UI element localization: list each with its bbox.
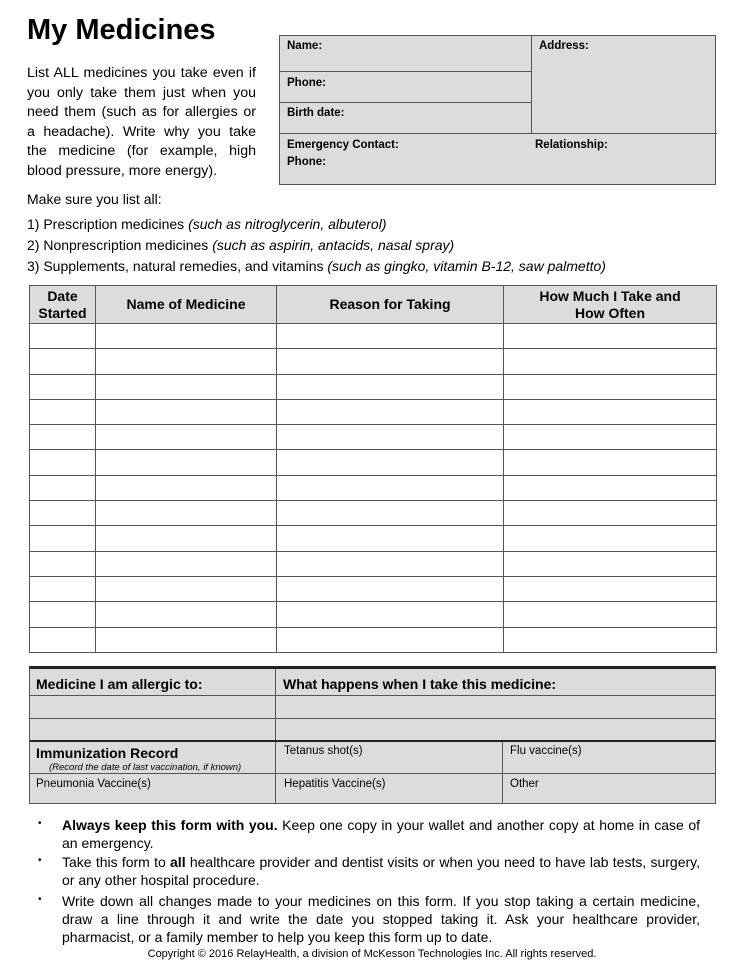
category-item: 2) Nonprescription medicines (such as aspirin, antacids, nasal spray) [27, 237, 455, 253]
table-row [30, 399, 717, 424]
table-row [30, 450, 717, 475]
table-row [30, 425, 717, 450]
table-cell[interactable] [277, 551, 504, 576]
table-cell[interactable] [504, 576, 717, 601]
table-cell[interactable] [504, 475, 717, 500]
phone-label: Phone: [287, 77, 326, 89]
table-cell[interactable] [30, 425, 96, 450]
emergency-phone-label: Phone: [287, 156, 326, 168]
table-cell[interactable] [504, 425, 717, 450]
name-label: Name: [287, 40, 323, 52]
relationship-label: Relationship: [535, 139, 608, 151]
header-date-started: Date Started [30, 286, 96, 324]
make-sure-text: Make sure you list all: [27, 191, 162, 207]
table-row [30, 501, 717, 526]
table-cell[interactable] [277, 526, 504, 551]
table-cell[interactable] [30, 551, 96, 576]
bullet-icon: • [38, 855, 42, 866]
table-row [30, 627, 717, 652]
table-cell[interactable] [504, 551, 717, 576]
table-header-row [30, 286, 717, 324]
table-cell[interactable] [277, 399, 504, 424]
table-cell[interactable] [30, 526, 96, 551]
bullet-icon: • [38, 818, 42, 829]
header-how-much: How Much I Take and How Often [504, 286, 717, 324]
bullet-icon: • [38, 894, 42, 905]
immunization-title: Immunization Record [36, 745, 179, 761]
table-row [30, 576, 717, 601]
table-cell[interactable] [96, 349, 277, 374]
table-cell[interactable] [96, 551, 277, 576]
table-cell[interactable] [504, 526, 717, 551]
table-cell[interactable] [277, 324, 504, 349]
table-row [30, 349, 717, 374]
table-cell[interactable] [277, 349, 504, 374]
table-cell[interactable] [277, 450, 504, 475]
allergy-reaction-header: What happens when I take this medicine: [283, 676, 557, 692]
bullet-text: Always keep this form with you. Keep one copy in your wallet and another copy at home in case of an emergency. [62, 817, 700, 851]
table-cell[interactable] [504, 602, 717, 627]
table-cell[interactable] [277, 425, 504, 450]
address-label: Address: [539, 40, 589, 52]
table-row [30, 526, 717, 551]
table-row [30, 475, 717, 500]
immunization-note: (Record the date of last vaccination, if known) [49, 762, 242, 773]
table-cell[interactable] [30, 374, 96, 399]
table-cell[interactable] [96, 526, 277, 551]
table-cell[interactable] [30, 602, 96, 627]
pneumonia-label: Pneumonia Vaccine(s) [36, 778, 151, 790]
table-cell[interactable] [30, 324, 96, 349]
table-cell[interactable] [504, 349, 717, 374]
table-cell[interactable] [30, 576, 96, 601]
table-cell[interactable] [504, 450, 717, 475]
table-cell[interactable] [30, 475, 96, 500]
table-cell[interactable] [504, 399, 717, 424]
table-row [30, 324, 717, 349]
table-cell[interactable] [277, 501, 504, 526]
table-row [30, 551, 717, 576]
table-row [30, 602, 717, 627]
bullet-text: Take this form to all healthcare provider and dentist visits or when you need to have lab tests, surgery, or any other hospital procedure. [62, 854, 701, 888]
header-name-of-medicine: Name of Medicine [96, 286, 277, 324]
table-cell[interactable] [277, 576, 504, 601]
table-cell[interactable] [504, 627, 717, 652]
copyright-text: Copyright © 2016 RelayHealth, a division of McKesson Technologies Inc. All rights reserved. [147, 948, 597, 960]
table-cell[interactable] [277, 374, 504, 399]
table-cell[interactable] [504, 374, 717, 399]
table-cell[interactable] [96, 475, 277, 500]
table-cell[interactable] [30, 349, 96, 374]
table-cell[interactable] [30, 450, 96, 475]
table-cell[interactable] [30, 627, 96, 652]
table-cell[interactable] [96, 627, 277, 652]
table-cell[interactable] [30, 501, 96, 526]
bullet-text: Write down all changes made to your medicines on this form. If you stop taking a certain medicine, draw a line through it and write the date you stopped taking it. Ask your healthcare provider, pharmacist, or a family member to help you keep this form up to date. [62, 893, 700, 945]
birth-date-label: Birth date: [287, 107, 345, 119]
table-cell[interactable] [96, 425, 277, 450]
table-cell[interactable] [96, 450, 277, 475]
table-row [30, 374, 717, 399]
table-cell[interactable] [504, 324, 717, 349]
category-item: 3) Supplements, natural remedies, and vitamins (such as gingko, vitamin B-12, saw palmetto) [27, 258, 606, 274]
allergy-immunization-box [29, 666, 716, 804]
emergency-contact-label: Emergency Contact: [287, 139, 399, 151]
table-cell[interactable] [30, 399, 96, 424]
tetanus-label: Tetanus shot(s) [284, 745, 363, 757]
table-cell[interactable] [277, 475, 504, 500]
table-cell[interactable] [96, 576, 277, 601]
table-cell[interactable] [96, 374, 277, 399]
category-item: 1) Prescription medicines (such as nitroglycerin, albuterol) [27, 216, 387, 232]
medicines-table [29, 285, 717, 653]
page-title: My Medicines [27, 14, 216, 46]
allergy-medicine-header: Medicine I am allergic to: [36, 676, 203, 692]
intro-text: List ALL medicines you take even if you only take them just when you need them (such as for allergies or a headache). Write why you take the medicine (for example, high blood pressure, more energy). [27, 65, 256, 179]
table-cell[interactable] [96, 501, 277, 526]
hepatitis-label: Hepatitis Vaccine(s) [284, 778, 386, 790]
table-cell[interactable] [96, 324, 277, 349]
table-cell[interactable] [504, 501, 717, 526]
header-reason-for-taking: Reason for Taking [277, 286, 504, 324]
other-label: Other [510, 778, 539, 790]
table-cell[interactable] [277, 602, 504, 627]
flu-label: Flu vaccine(s) [510, 745, 582, 757]
table-cell[interactable] [96, 602, 277, 627]
table-cell[interactable] [277, 627, 504, 652]
personal-info-box [279, 35, 716, 185]
table-cell[interactable] [96, 399, 277, 424]
